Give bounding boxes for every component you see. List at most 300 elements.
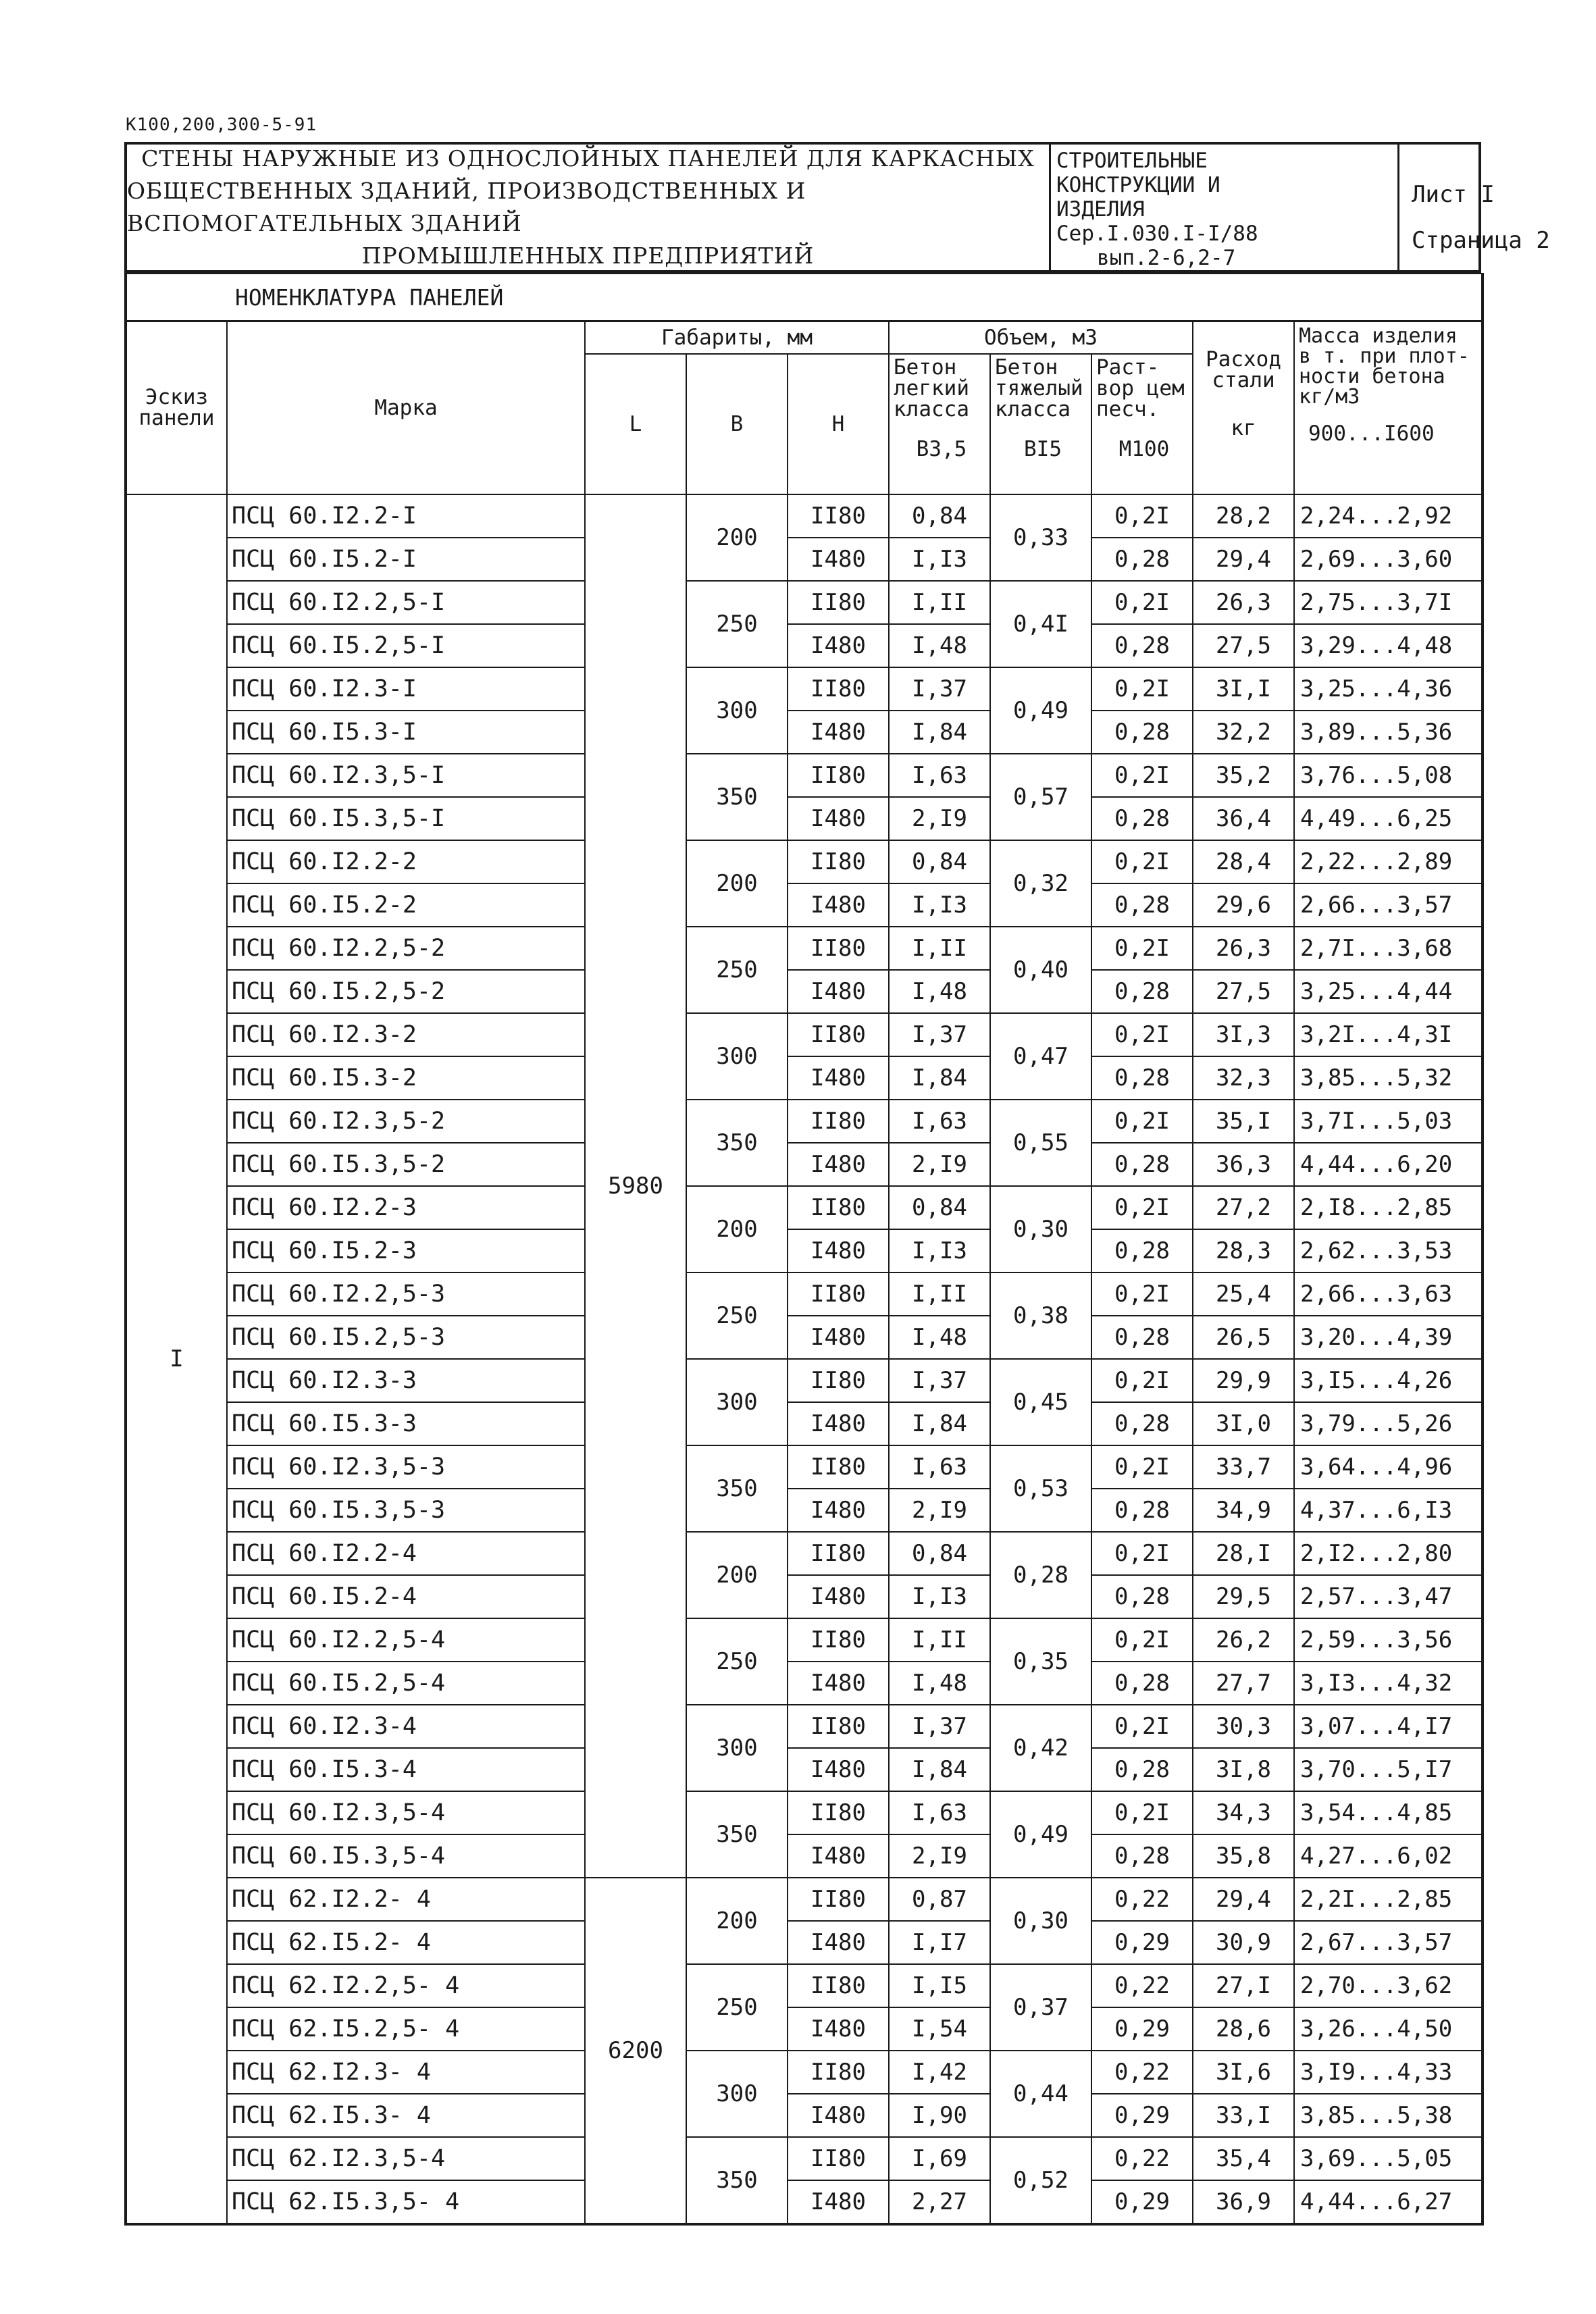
mortar-cell: 0,2I (1091, 1100, 1193, 1143)
mass-cell: 4,27...6,02 (1294, 1834, 1483, 1878)
mark-cell: ПСЦ 62.I2.2- 4 (227, 1878, 585, 1921)
table-row (126, 797, 1483, 840)
height-cell: I480 (788, 883, 889, 927)
mass-cell: 3,76...5,08 (1294, 754, 1483, 797)
light-concrete-cell: I,37 (889, 667, 990, 711)
table-row (126, 1705, 1483, 1748)
light-concrete-cell: I,63 (889, 1445, 990, 1489)
sketch-cell: I (126, 494, 227, 2224)
mortar-cell: 0,28 (1091, 1748, 1193, 1791)
width-cell: 250 (686, 1964, 788, 2051)
steel-cell: 29,9 (1193, 1359, 1294, 1402)
mortar-label: Раст- вор цем песч. (1096, 355, 1185, 421)
heavy-concrete-cell: 0,28 (990, 1532, 1091, 1618)
table-row (126, 1272, 1483, 1316)
mortar-cell: 0,28 (1091, 1489, 1193, 1532)
table-row (126, 1791, 1483, 1834)
mark-cell: ПСЦ 60.I2.2-3 (227, 1186, 585, 1229)
width-cell: 300 (686, 1705, 788, 1791)
nomenclature-label: НОМЕНКЛАТУРА ПАНЕЛЕЙ (126, 274, 1483, 322)
table-row (126, 624, 1483, 667)
series-line: вып.2-6,2-7 (1097, 246, 1236, 270)
height-cell: II80 (788, 1272, 889, 1316)
title-line: ОБЩЕСТВЕННЫХ ЗДАНИЙ, ПРОИЗВОДСТВЕННЫХ И ВСПОМОГАТЕЛЬНЫХ ЗДАНИЙ (127, 178, 806, 236)
steel-cell: 33,7 (1193, 1445, 1294, 1489)
height-cell: I480 (788, 2180, 889, 2224)
light-concrete-class: B3,5 (916, 437, 967, 461)
table-row (126, 494, 1483, 538)
steel-cell: 3I,0 (1193, 1402, 1294, 1445)
height-cell: I480 (788, 1316, 889, 1359)
steel-cell: 3I,8 (1193, 1748, 1294, 1791)
mark-cell: ПСЦ 62.I5.3,5- 4 (227, 2180, 585, 2224)
table-row (126, 2180, 1483, 2224)
table-row (126, 1878, 1483, 1921)
mass-cell: 3,7I...5,03 (1294, 1100, 1483, 1143)
mortar-cell: 0,28 (1091, 624, 1193, 667)
light-concrete-cell: I,I3 (889, 883, 990, 927)
steel-cell: 27,7 (1193, 1662, 1294, 1705)
title-line: СТЕНЫ НАРУЖНЫЕ ИЗ ОДНОСЛОЙНЫХ ПАНЕЛЕЙ ДЛЯ КАРКАСНЫХ (141, 145, 1035, 172)
steel-cell: 3I,I (1193, 667, 1294, 711)
mark-cell: ПСЦ 60.I2.2-4 (227, 1532, 585, 1575)
table-row (126, 711, 1483, 754)
table-row (126, 1402, 1483, 1445)
height-cell: I480 (788, 1748, 889, 1791)
light-concrete-cell: I,54 (889, 2007, 990, 2051)
light-concrete-cell: I,48 (889, 1316, 990, 1359)
mass-cell: 2,59...3,56 (1294, 1618, 1483, 1662)
document-code: К100,200,300-5-91 (126, 115, 317, 135)
mortar-cell: 0,28 (1091, 1402, 1193, 1445)
light-concrete-cell: I,I5 (889, 1964, 990, 2007)
page-number: Страница 2 (1412, 227, 1550, 254)
header-steel (1193, 322, 1294, 495)
mortar-cell: 0,28 (1091, 1316, 1193, 1359)
mark-cell: ПСЦ 60.I2.3,5-3 (227, 1445, 585, 1489)
width-cell: 300 (686, 2051, 788, 2137)
mass-cell: 3,26...4,50 (1294, 2007, 1483, 2051)
light-concrete-cell: I,84 (889, 1748, 990, 1791)
steel-cell: 28,3 (1193, 1229, 1294, 1272)
heavy-concrete-cell: 0,42 (990, 1705, 1091, 1791)
steel-cell: 35,I (1193, 1100, 1294, 1143)
width-cell: 200 (686, 1532, 788, 1618)
width-cell: 350 (686, 754, 788, 840)
header-steel-label: Расход стали (1206, 347, 1281, 392)
steel-cell: 27,I (1193, 1964, 1294, 2007)
mark-cell: ПСЦ 60.I2.3,5-2 (227, 1100, 585, 1143)
heavy-concrete-cell: 0,32 (990, 840, 1091, 927)
table-row (126, 883, 1483, 927)
document-title (127, 145, 1051, 270)
mark-cell: ПСЦ 60.I2.3-4 (227, 1705, 585, 1748)
sheet-number: Лист I (1412, 181, 1495, 208)
light-concrete-cell: I,48 (889, 1662, 990, 1705)
mass-cell: 3,89...5,36 (1294, 711, 1483, 754)
steel-cell: 28,I (1193, 1532, 1294, 1575)
mass-cell: 3,85...5,38 (1294, 2094, 1483, 2137)
steel-cell: 29,4 (1193, 1878, 1294, 1921)
mass-cell: 3,I5...4,26 (1294, 1359, 1483, 1402)
height-cell: I480 (788, 970, 889, 1013)
height-cell: I480 (788, 2007, 889, 2051)
header-mass-label: Масса изделия в т. при плот- ности бетона кг/м3 (1299, 324, 1470, 409)
height-cell: II80 (788, 2051, 889, 2094)
mark-cell: ПСЦ 60.I2.2,5-3 (227, 1272, 585, 1316)
mortar-cell: 0,2I (1091, 667, 1193, 711)
heavy-concrete-label: Бетон тяжелый класса (995, 355, 1083, 421)
mark-cell: ПСЦ 62.I2.3,5-4 (227, 2137, 585, 2180)
width-cell: 200 (686, 1878, 788, 1964)
mark-cell: ПСЦ 60.I5.3-3 (227, 1402, 585, 1445)
height-cell: I480 (788, 1921, 889, 1964)
width-cell: 300 (686, 1013, 788, 1100)
header-sketch: Эскиз панели (126, 322, 227, 495)
light-concrete-cell: I,42 (889, 2051, 990, 2094)
series-info (1051, 145, 1399, 270)
steel-cell: 27,5 (1193, 624, 1294, 667)
heavy-concrete-cell: 0,35 (990, 1618, 1091, 1705)
mark-cell: ПСЦ 60.I2.2,5-I (227, 581, 585, 624)
mortar-cell: 0,2I (1091, 840, 1193, 883)
heavy-concrete-cell: 0,37 (990, 1964, 1091, 2051)
mass-cell: 3,07...4,I7 (1294, 1705, 1483, 1748)
light-concrete-cell: 2,27 (889, 2180, 990, 2224)
width-cell: 250 (686, 1618, 788, 1705)
mass-cell: 3,25...4,44 (1294, 970, 1483, 1013)
steel-cell: 35,4 (1193, 2137, 1294, 2180)
mark-cell: ПСЦ 60.I2.2,5-4 (227, 1618, 585, 1662)
mass-cell: 4,44...6,27 (1294, 2180, 1483, 2224)
mortar-cell: 0,2I (1091, 1186, 1193, 1229)
mass-cell: 3,54...4,85 (1294, 1791, 1483, 1834)
mass-cell: 2,57...3,47 (1294, 1575, 1483, 1618)
mortar-cell: 0,28 (1091, 1056, 1193, 1100)
steel-cell: 3I,6 (1193, 2051, 1294, 2094)
table-row (126, 840, 1483, 883)
steel-cell: 36,4 (1193, 797, 1294, 840)
mass-cell: 3,25...4,36 (1294, 667, 1483, 711)
light-concrete-cell: I,37 (889, 1013, 990, 1056)
mortar-cell: 0,2I (1091, 581, 1193, 624)
height-cell: I480 (788, 1143, 889, 1186)
steel-cell: 26,3 (1193, 927, 1294, 970)
mortar-cell: 0,28 (1091, 538, 1193, 581)
mass-cell: 2,2I...2,85 (1294, 1878, 1483, 1921)
table-row (126, 1316, 1483, 1359)
mass-cell: 2,66...3,63 (1294, 1272, 1483, 1316)
table-row (126, 1100, 1483, 1143)
height-cell: I480 (788, 1575, 889, 1618)
mark-cell: ПСЦ 62.I5.2,5- 4 (227, 2007, 585, 2051)
light-concrete-label: Бетон легкий класса (894, 355, 969, 421)
width-cell: 200 (686, 494, 788, 581)
height-cell: II80 (788, 1964, 889, 2007)
steel-cell: 28,2 (1193, 494, 1294, 538)
light-concrete-cell: 0,87 (889, 1878, 990, 1921)
light-concrete-cell: 0,84 (889, 1186, 990, 1229)
series-line: КОНСТРУКЦИИ И (1056, 173, 1220, 197)
steel-cell: 32,3 (1193, 1056, 1294, 1100)
width-cell: 350 (686, 2137, 788, 2224)
mortar-cell: 0,28 (1091, 711, 1193, 754)
light-concrete-cell: I,37 (889, 1359, 990, 1402)
heavy-concrete-cell: 0,47 (990, 1013, 1091, 1100)
mass-cell: 3,I9...4,33 (1294, 2051, 1483, 2094)
header-mass-range: 900...I600 (1308, 421, 1435, 446)
table-row (126, 1013, 1483, 1056)
heavy-concrete-cell: 0,55 (990, 1100, 1091, 1186)
height-cell: II80 (788, 1532, 889, 1575)
mass-cell: 3,2I...4,3I (1294, 1013, 1483, 1056)
mark-cell: ПСЦ 62.I5.2- 4 (227, 1921, 585, 1964)
steel-cell: 30,9 (1193, 1921, 1294, 1964)
mass-cell: 4,44...6,20 (1294, 1143, 1483, 1186)
heavy-concrete-cell: 0,4I (990, 581, 1091, 667)
light-concrete-cell: I,69 (889, 2137, 990, 2180)
height-cell: II80 (788, 667, 889, 711)
length-cell: 5980 (585, 494, 686, 1878)
light-concrete-cell: I,63 (889, 754, 990, 797)
heavy-concrete-cell: 0,30 (990, 1878, 1091, 1964)
height-cell: I480 (788, 1056, 889, 1100)
table-row (126, 1618, 1483, 1662)
mark-cell: ПСЦ 60.I2.3,5-I (227, 754, 585, 797)
mark-cell: ПСЦ 62.I2.2,5- 4 (227, 1964, 585, 2007)
table-body (126, 494, 1483, 2224)
height-cell: I480 (788, 1834, 889, 1878)
table-row (126, 1532, 1483, 1575)
light-concrete-cell: I,II (889, 927, 990, 970)
light-concrete-cell: I,84 (889, 1056, 990, 1100)
light-concrete-cell: I,37 (889, 1705, 990, 1748)
light-concrete-cell: I,48 (889, 970, 990, 1013)
width-cell: 350 (686, 1445, 788, 1532)
height-cell: II80 (788, 1878, 889, 1921)
length-cell: 6200 (585, 1878, 686, 2224)
height-cell: II80 (788, 494, 889, 538)
height-cell: II80 (788, 1791, 889, 1834)
light-concrete-cell: I,II (889, 1272, 990, 1316)
mark-cell: ПСЦ 60.I5.3-I (227, 711, 585, 754)
mass-cell: 3,69...5,05 (1294, 2137, 1483, 2180)
steel-cell: 34,9 (1193, 1489, 1294, 1532)
heavy-concrete-cell: 0,52 (990, 2137, 1091, 2224)
height-cell: I480 (788, 1662, 889, 1705)
title-line: ПРОМЫШЛЕННЫХ ПРЕДПРИЯТИЙ (361, 242, 815, 269)
steel-cell: 3I,3 (1193, 1013, 1294, 1056)
height-cell: I480 (788, 797, 889, 840)
heavy-concrete-cell: 0,40 (990, 927, 1091, 1013)
header-light-concrete (889, 354, 990, 494)
table-row (126, 1186, 1483, 1229)
mark-cell: ПСЦ 60.I5.2,5-I (227, 624, 585, 667)
height-cell: I480 (788, 2094, 889, 2137)
mortar-cell: 0,22 (1091, 2137, 1193, 2180)
steel-cell: 26,2 (1193, 1618, 1294, 1662)
header-mark: Марка (227, 322, 585, 495)
table-row (126, 1921, 1483, 1964)
mass-cell: 3,I3...4,32 (1294, 1662, 1483, 1705)
header-mass (1294, 322, 1483, 495)
mortar-cell: 0,2I (1091, 1272, 1193, 1316)
mark-cell: ПСЦ 60.I5.2-4 (227, 1575, 585, 1618)
mortar-cell: 0,22 (1091, 2051, 1193, 2094)
light-concrete-cell: I,48 (889, 624, 990, 667)
mass-cell: 2,66...3,57 (1294, 883, 1483, 927)
mark-cell: ПСЦ 60.I2.3-3 (227, 1359, 585, 1402)
mark-cell: ПСЦ 60.I5.2,5-2 (227, 970, 585, 1013)
height-cell: II80 (788, 754, 889, 797)
header-steel-unit: кг (1231, 416, 1256, 440)
height-cell: I480 (788, 1489, 889, 1532)
mass-cell: 4,37...6,I3 (1294, 1489, 1483, 1532)
mass-cell: 4,49...6,25 (1294, 797, 1483, 840)
series-line: ИЗДЕЛИЯ (1056, 197, 1145, 222)
mark-cell: ПСЦ 60.I2.2-2 (227, 840, 585, 883)
width-cell: 350 (686, 1100, 788, 1186)
table-row (126, 1056, 1483, 1100)
table-row (126, 581, 1483, 624)
mass-cell: 2,22...2,89 (1294, 840, 1483, 883)
mark-cell: ПСЦ 60.I5.2,5-3 (227, 1316, 585, 1359)
panel-nomenclature-table (124, 273, 1484, 2226)
mark-cell: ПСЦ 60.I2.3,5-4 (227, 1791, 585, 1834)
light-concrete-cell: I,II (889, 1618, 990, 1662)
steel-cell: 27,2 (1193, 1186, 1294, 1229)
header-H: H (788, 354, 889, 494)
mass-cell: 3,70...5,I7 (1294, 1748, 1483, 1791)
mass-cell: 2,24...2,92 (1294, 494, 1483, 538)
height-cell: I480 (788, 624, 889, 667)
table-row (126, 927, 1483, 970)
steel-cell: 36,9 (1193, 2180, 1294, 2224)
light-concrete-cell: 0,84 (889, 840, 990, 883)
table-row (126, 2137, 1483, 2180)
mortar-cell: 0,28 (1091, 1229, 1193, 1272)
mortar-class: M100 (1118, 437, 1170, 461)
header-L: L (585, 354, 686, 494)
mark-cell: ПСЦ 60.I5.3,5-3 (227, 1489, 585, 1532)
width-cell: 300 (686, 667, 788, 754)
mortar-cell: 0,22 (1091, 1878, 1193, 1921)
table-row (126, 2007, 1483, 2051)
width-cell: 200 (686, 1186, 788, 1272)
mark-cell: ПСЦ 60.I5.2-3 (227, 1229, 585, 1272)
height-cell: II80 (788, 1445, 889, 1489)
mass-cell: 3,29...4,48 (1294, 624, 1483, 667)
mortar-cell: 0,2I (1091, 1618, 1193, 1662)
heavy-concrete-cell: 0,44 (990, 2051, 1091, 2137)
mark-cell: ПСЦ 60.I5.3,5-4 (227, 1834, 585, 1878)
mortar-cell: 0,22 (1091, 1964, 1193, 2007)
mortar-cell: 0,28 (1091, 970, 1193, 1013)
height-cell: II80 (788, 2137, 889, 2180)
mortar-cell: 0,28 (1091, 1575, 1193, 1618)
height-cell: II80 (788, 1186, 889, 1229)
steel-cell: 29,4 (1193, 538, 1294, 581)
mark-cell: ПСЦ 60.I5.3,5-I (227, 797, 585, 840)
header-heavy-concrete (990, 354, 1091, 494)
width-cell: 200 (686, 840, 788, 927)
height-cell: II80 (788, 840, 889, 883)
light-concrete-cell: I,II (889, 581, 990, 624)
steel-cell: 32,2 (1193, 711, 1294, 754)
mark-cell: ПСЦ 60.I5.2-2 (227, 883, 585, 927)
table-row (126, 970, 1483, 1013)
height-cell: I480 (788, 538, 889, 581)
table-row (126, 1229, 1483, 1272)
heavy-concrete-cell: 0,33 (990, 494, 1091, 581)
light-concrete-cell: 2,I9 (889, 1489, 990, 1532)
width-cell: 250 (686, 927, 788, 1013)
header-dimensions: Габариты, мм (585, 322, 889, 355)
steel-cell: 29,5 (1193, 1575, 1294, 1618)
height-cell: II80 (788, 1618, 889, 1662)
mark-cell: ПСЦ 60.I2.3-I (227, 667, 585, 711)
heavy-concrete-cell: 0,57 (990, 754, 1091, 840)
mortar-cell: 0,2I (1091, 1705, 1193, 1748)
mortar-cell: 0,2I (1091, 1791, 1193, 1834)
heavy-concrete-cell: 0,49 (990, 667, 1091, 754)
table-row (126, 1489, 1483, 1532)
light-concrete-cell: 0,84 (889, 1532, 990, 1575)
height-cell: II80 (788, 581, 889, 624)
steel-cell: 36,3 (1193, 1143, 1294, 1186)
steel-cell: 27,5 (1193, 970, 1294, 1013)
mortar-cell: 0,29 (1091, 2094, 1193, 2137)
width-cell: 250 (686, 581, 788, 667)
table-row (126, 1359, 1483, 1402)
height-cell: II80 (788, 927, 889, 970)
mortar-cell: 0,28 (1091, 797, 1193, 840)
table-row (126, 1834, 1483, 1878)
mark-cell: ПСЦ 60.I5.2,5-4 (227, 1662, 585, 1705)
light-concrete-cell: I,I3 (889, 1229, 990, 1272)
table-row (126, 2051, 1483, 2094)
mark-cell: ПСЦ 60.I5.3,5-2 (227, 1143, 585, 1186)
height-cell: II80 (788, 1013, 889, 1056)
mass-cell: 3,79...5,26 (1294, 1402, 1483, 1445)
light-concrete-cell: I,63 (889, 1100, 990, 1143)
table-row (126, 1964, 1483, 2007)
light-concrete-cell: 2,I9 (889, 797, 990, 840)
mortar-cell: 0,29 (1091, 2007, 1193, 2051)
light-concrete-cell: I,I3 (889, 538, 990, 581)
mortar-cell: 0,28 (1091, 1662, 1193, 1705)
mark-cell: ПСЦ 60.I2.3-2 (227, 1013, 585, 1056)
table-row (126, 667, 1483, 711)
table-row (126, 1748, 1483, 1791)
heavy-concrete-cell: 0,53 (990, 1445, 1091, 1532)
mortar-cell: 0,28 (1091, 1143, 1193, 1186)
mass-cell: 2,I8...2,85 (1294, 1186, 1483, 1229)
mass-cell: 3,20...4,39 (1294, 1316, 1483, 1359)
light-concrete-cell: I,84 (889, 1402, 990, 1445)
mark-cell: ПСЦ 60.I5.3-4 (227, 1748, 585, 1791)
steel-cell: 29,6 (1193, 883, 1294, 927)
heavy-concrete-class: BI5 (1024, 437, 1062, 461)
mark-cell: ПСЦ 62.I2.3- 4 (227, 2051, 585, 2094)
title-block (124, 142, 1550, 273)
mortar-cell: 0,2I (1091, 1445, 1193, 1489)
mass-cell: 2,67...3,57 (1294, 1921, 1483, 1964)
height-cell: I480 (788, 1229, 889, 1272)
mark-cell: ПСЦ 62.I5.3- 4 (227, 2094, 585, 2137)
mark-cell: ПСЦ 60.I5.3-2 (227, 1056, 585, 1100)
series-line: СТРОИТЕЛЬНЫЕ (1056, 149, 1208, 173)
